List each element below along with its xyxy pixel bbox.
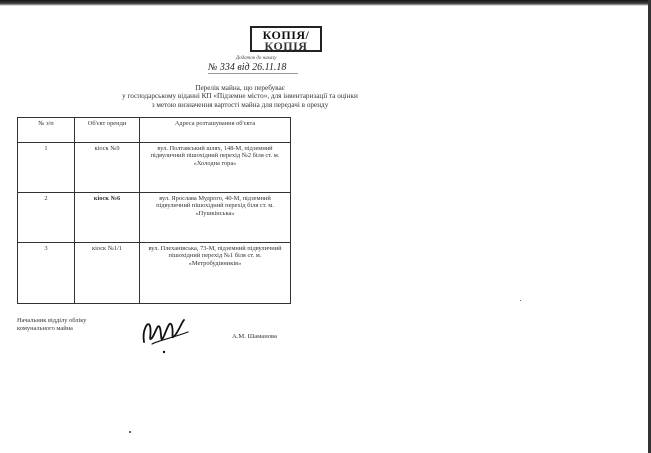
- signer-role: [17, 317, 127, 333]
- row-object: кіоск №9: [75, 143, 140, 193]
- document-title: [20, 84, 460, 109]
- appendix-note: Додаток до наказу: [236, 56, 277, 61]
- header-num: № з/п: [18, 118, 75, 143]
- row-address: вул. Полтавський шлях, 148-М, підземний підвуличний пішохідний перехід №2 біля ст. м. «Холодна гора»: [140, 143, 291, 193]
- stamp-line-2: КОПІЯ: [264, 39, 308, 53]
- copy-stamp: [250, 26, 322, 52]
- row-address: вул. Плеханівська, 73-М, підземний підвуличний пішохідний перехід №1 біля ст. м. «Метробудівників»: [140, 243, 291, 304]
- header-object: Об'єкт оренди: [75, 118, 140, 143]
- scan-edge-top: [0, 0, 651, 6]
- signer-role-line-1: Начальник відділу обліку: [17, 317, 87, 324]
- signer-role-line-2: комунального майна: [17, 325, 73, 332]
- row-num: 3: [18, 243, 75, 304]
- title-line-3: з метою визначення вартості майна для передачі в оренду: [151, 100, 329, 109]
- row-object: кіоск №6: [75, 193, 140, 243]
- stamp-line-1: КОПІЯ/: [262, 28, 310, 42]
- title-line-1: Перелік майна, що перебуває: [195, 84, 285, 92]
- row-num: 1: [18, 143, 75, 193]
- row-num: 2: [18, 193, 75, 243]
- header-address: Адреса розташування об'єкта: [140, 118, 291, 143]
- property-table: [17, 117, 291, 304]
- signer-name: А.М. Шаманова: [232, 333, 277, 340]
- row-address: вул. Ярослава Мудрого, 40-М, підземний підвуличний пішохідний перехід біля ст. м. «Пушкінська»: [140, 193, 291, 243]
- table-row: [18, 143, 291, 193]
- document-reference: № 334 від 26.11.18: [208, 62, 298, 74]
- table-header-row: [18, 118, 291, 143]
- table-row: [18, 243, 291, 304]
- row-object: кіоск №1/1: [75, 243, 140, 304]
- table-row: [18, 193, 291, 243]
- scan-speck: [129, 431, 131, 433]
- scan-speck: [520, 300, 521, 301]
- title-line-2: у господарському віданні КП «Підземне місто», для інвентаризації та оцінки: [122, 92, 358, 101]
- handwritten-signature: [138, 312, 192, 356]
